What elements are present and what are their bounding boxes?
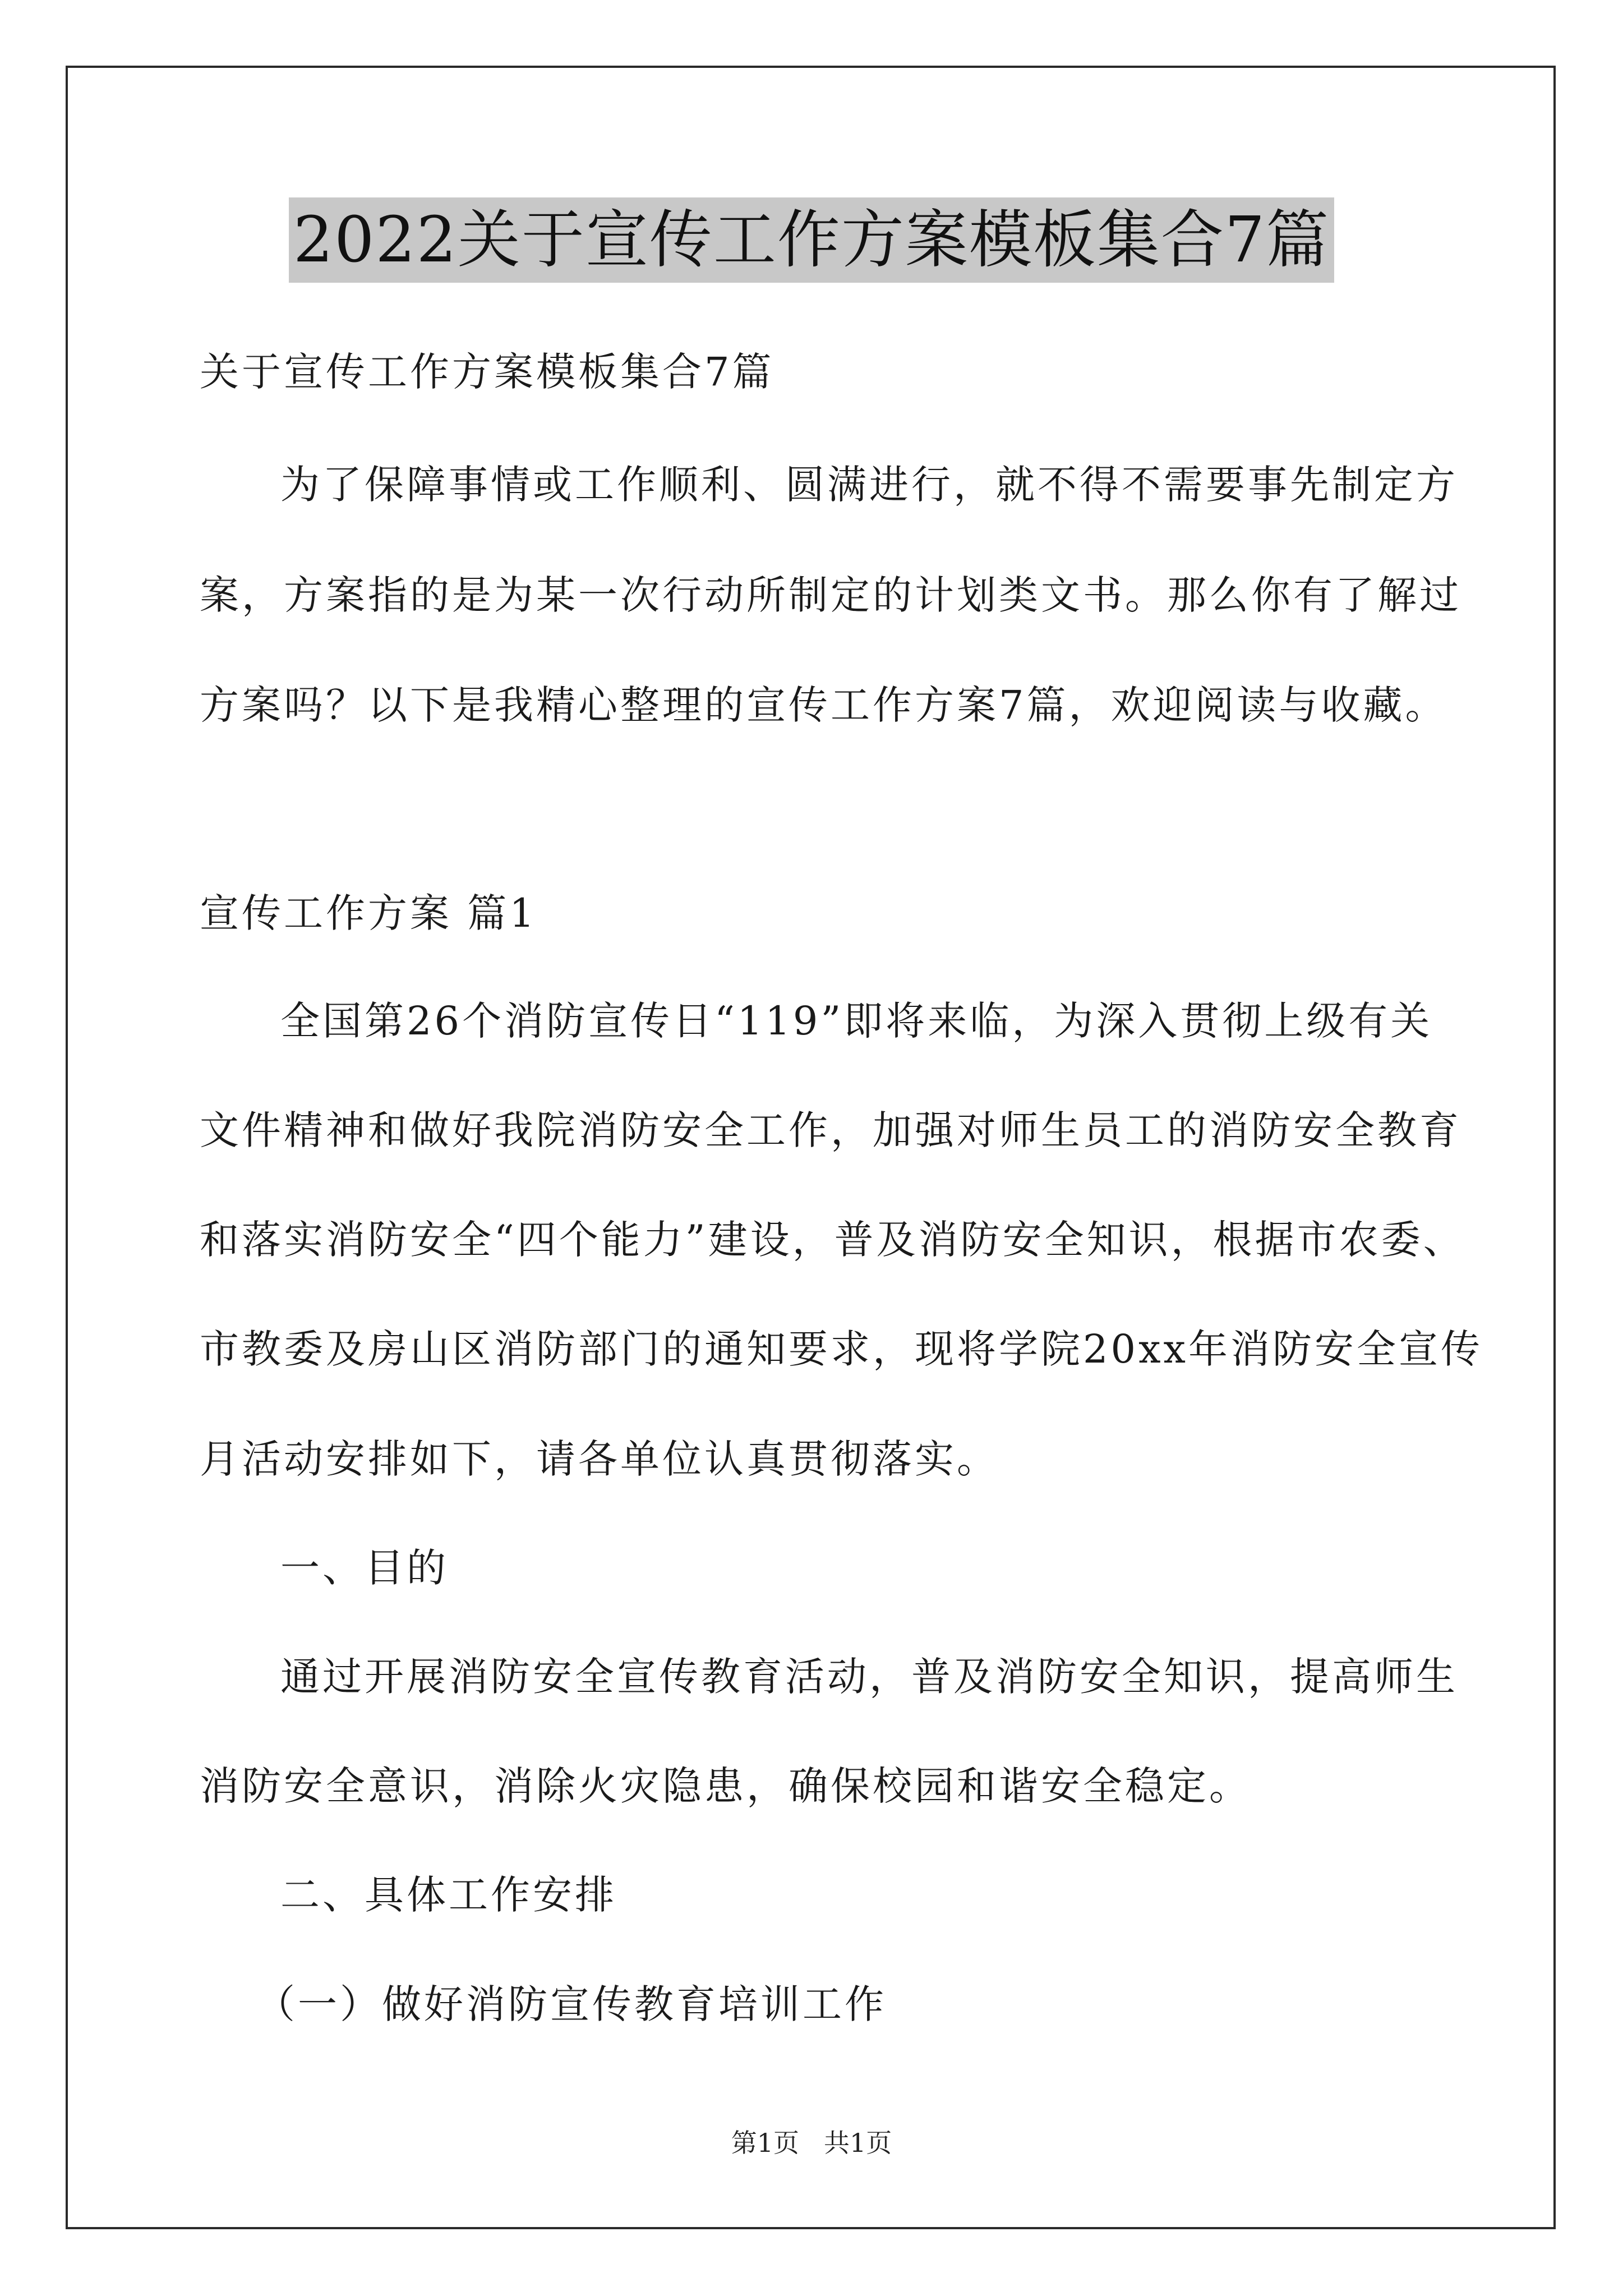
heading-arrangement: 二、具体工作安排	[280, 1872, 617, 1918]
page-number: 第1页	[731, 2128, 799, 2158]
purpose-line-1: 通过开展消防安全宣传教育活动，普及消防安全知识，提高师生	[280, 1654, 1458, 1700]
body-line-4: 市教委及房山区消防部门的通知要求，现将学院20xx年消防安全宣传	[200, 1326, 1483, 1372]
purpose-line-2: 消防安全意识，消除火灾隐患，确保校园和谐安全稳定。	[200, 1763, 1251, 1809]
body-line-3: 和落实消防安全“四个能力”建设，普及消防安全知识，根据市农委、	[200, 1217, 1465, 1263]
intro-line-3: 方案吗？以下是我精心整理的宣传工作方案7篇，欢迎阅读与收藏。	[200, 682, 1447, 728]
body-line-2: 文件精神和做好我院消防安全工作，加强对师生员工的消防安全教育	[200, 1107, 1461, 1153]
body-line-1: 全国第26个消防宣传日“119”即将来临，为深入贯彻上级有关	[280, 998, 1433, 1044]
subtitle-line: 关于宣传工作方案模板集合7篇	[200, 349, 774, 395]
section-heading: 宣传工作方案 篇1	[200, 890, 537, 936]
intro-line-1: 为了保障事情或工作顺利、圆满进行，就不得不需要事先制定方	[280, 462, 1458, 508]
heading-purpose: 一、目的	[280, 1545, 449, 1591]
document-title: 2022关于宣传工作方案模板集合7篇	[289, 197, 1334, 283]
title-container	[0, 197, 1623, 283]
subheading-training: （一）做好消防宣传教育培训工作	[256, 1981, 887, 2027]
page-footer	[0, 2126, 1623, 2160]
body-line-5: 月活动安排如下，请各单位认真贯彻落实。	[200, 1436, 999, 1482]
intro-line-2: 案，方案指的是为某一次行动所制定的计划类文书。那么你有了解过	[200, 572, 1461, 618]
page-total: 共1页	[824, 2128, 892, 2158]
